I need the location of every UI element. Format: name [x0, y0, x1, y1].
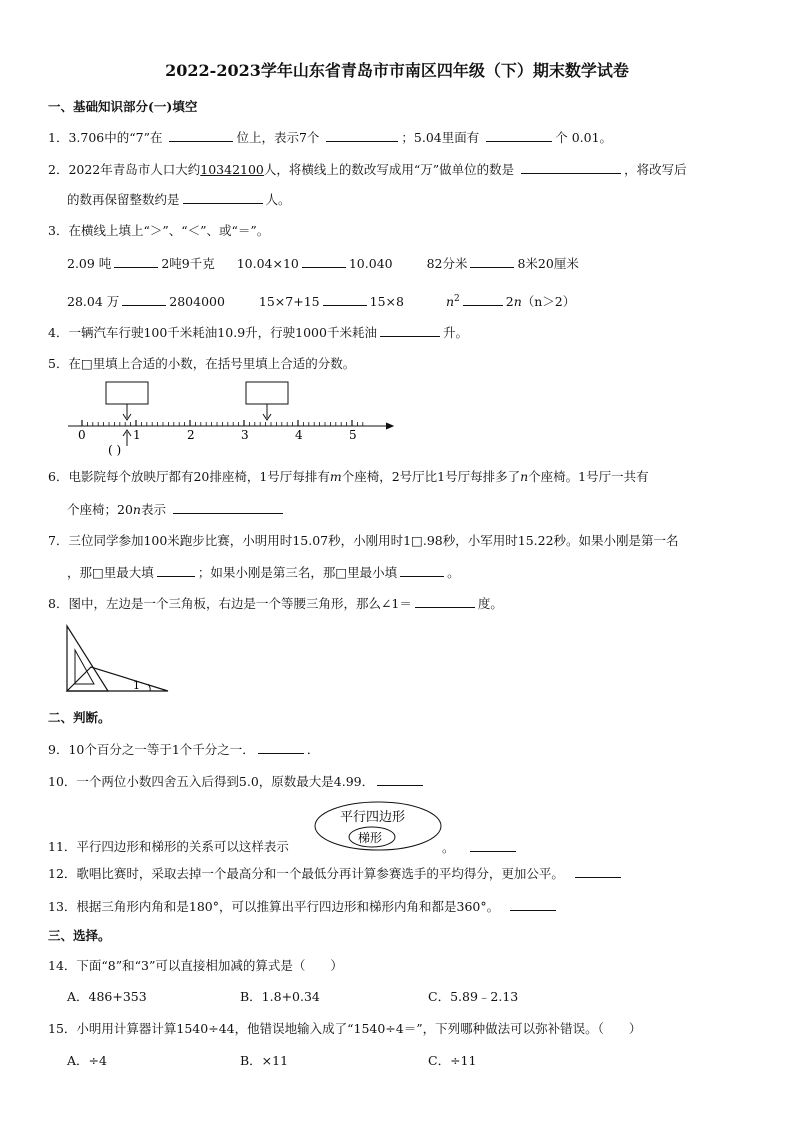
- question-5: [48, 355, 355, 373]
- page-title: 2022-2023学年山东省青岛市市南区四年级（下）期末数学试卷: [165, 61, 629, 80]
- q6-text-a: 电影院每个放映厅都有20排座椅，1号厅每排有: [68, 469, 330, 484]
- q7-text-d: 。: [447, 565, 460, 580]
- q15-text: 小明用计算器计算1540÷44，他错误地输入成了“1540÷4＝”，下列哪种做法可以弥补错误。（ ）: [76, 1021, 642, 1036]
- question-8: [48, 594, 503, 613]
- q9-end: ．: [306, 742, 320, 757]
- q12-blank[interactable]: [575, 864, 621, 878]
- q4-blank[interactable]: [380, 323, 440, 337]
- q6-blank[interactable]: [173, 500, 283, 514]
- q12-number: 12．: [48, 866, 77, 881]
- section-1-heading: 一、基础知识部分(一)填空: [48, 99, 198, 114]
- q3-condition: （n＞2）: [521, 294, 576, 310]
- q2-number: 2．: [48, 162, 69, 177]
- q8-blank[interactable]: [415, 594, 475, 608]
- q14-number: 14．: [48, 958, 77, 973]
- number-line-figure: [60, 378, 400, 456]
- q14-option-c[interactable]: C．5.89﹣2.13: [428, 989, 519, 1004]
- q6-var-m: m: [329, 469, 342, 484]
- question-7-line-1: [48, 532, 679, 550]
- question-13: [48, 897, 559, 916]
- question-14: [48, 957, 343, 975]
- tick-label-4: 4: [295, 428, 303, 442]
- q3-row-1: [67, 254, 579, 273]
- q7-text-b: ，那□里最大填: [67, 565, 154, 580]
- q3-power-base: n: [445, 294, 454, 310]
- q3-item-1-right: 2吨9千克: [161, 256, 215, 271]
- isosceles-triangle: [67, 667, 168, 691]
- q6-number: 6．: [48, 469, 69, 484]
- q15-option-c[interactable]: C．÷11: [428, 1053, 477, 1068]
- q5-number: 5．: [48, 356, 69, 371]
- q4-text-b: 升。: [442, 325, 468, 340]
- q3-item-3-left: 82分米: [426, 256, 468, 271]
- q3-blank-5[interactable]: [323, 292, 367, 306]
- question-3: [48, 222, 269, 240]
- q9-blank[interactable]: [258, 740, 304, 754]
- q3-rhs-variable: n: [513, 294, 522, 310]
- q4-text-a: 一辆汽车行驶100千米耗油10.9升，行驶1000千米耗油: [68, 325, 377, 340]
- set-square-outer: [67, 626, 108, 691]
- q3-item-1-left: 2.09 吨: [67, 256, 112, 271]
- q11-end: 。: [442, 840, 455, 855]
- question-2-line-2: [67, 190, 291, 209]
- tick-label-2: 2: [187, 428, 195, 442]
- question-2-line-1: [48, 160, 687, 179]
- q3-power-exponent: 2: [454, 294, 460, 304]
- tick-label-1: 1: [133, 428, 141, 442]
- q1-text-b: 位上，表示7个: [236, 130, 320, 145]
- fraction-parentheses[interactable]: ( ): [108, 443, 122, 456]
- q13-text: 根据三角形内角和是180°，可以推算出平行四边形和梯形内角和都是360°。: [76, 899, 500, 914]
- q3-text: 在横线上填上“＞”、“＜”、或“＝”。: [68, 223, 270, 238]
- q7-text-a: 三位同学参加100米跑步比赛，小明用时15.07秒，小刚用时1□.98秒，小军用时15.22秒。如果小刚是第一名: [68, 533, 679, 548]
- question-12: [48, 864, 624, 883]
- q8-text-b: 度。: [477, 596, 503, 611]
- q2-underlined-number: 10342100: [200, 162, 264, 177]
- q1-blank-3[interactable]: [486, 128, 552, 142]
- q14-option-b[interactable]: B．1.8+0.34: [240, 989, 320, 1004]
- q3-rhs-coefficient: 2: [505, 294, 514, 310]
- q3-blank-1[interactable]: [114, 254, 158, 268]
- q2-text-c: ，将改写后: [624, 162, 687, 177]
- q9-text: 10个百分之一等于1个千分之一．: [68, 742, 255, 757]
- q9-number: 9．: [48, 742, 69, 757]
- q14-option-a[interactable]: A．486+353: [67, 989, 147, 1004]
- decimal-box-2[interactable]: [246, 382, 288, 404]
- q2-text-d: 的数再保留整数约是: [67, 192, 180, 207]
- q3-blank-3[interactable]: [470, 254, 514, 268]
- q3-row-2: [67, 290, 575, 311]
- q13-blank[interactable]: [510, 897, 556, 911]
- q15-option-b[interactable]: B．×11: [240, 1053, 289, 1068]
- q6-text-b: 个座椅，2号厅比1号厅每排多了: [341, 469, 521, 484]
- q3-blank-6[interactable]: [463, 292, 503, 306]
- q1-blank-2[interactable]: [326, 128, 398, 142]
- q3-blank-2[interactable]: [302, 254, 346, 268]
- q3-item-2-right: 10.040: [348, 256, 393, 271]
- q13-number: 13．: [48, 899, 77, 914]
- q7-text-c: ；如果小刚是第三名，那□里最小填: [197, 565, 398, 580]
- question-6-line-1: [48, 468, 649, 486]
- q3-item-5-right: 15×8: [369, 294, 404, 310]
- set-relation-diagram: [312, 800, 446, 854]
- tick-label-0: 0: [78, 428, 86, 442]
- q2-blank-2[interactable]: [183, 190, 263, 204]
- q6-var-n: n: [520, 469, 529, 484]
- q12-text: 歌唱比赛时，采取去掉一个最高分和一个最低分再计算参赛选手的平均得分，更加公平。: [76, 866, 564, 881]
- trapezoid-label: 梯形: [358, 831, 383, 845]
- q11-blank[interactable]: [470, 838, 516, 852]
- q4-number: 4．: [48, 325, 69, 340]
- question-15: [48, 1020, 641, 1038]
- q2-blank-1[interactable]: [521, 160, 621, 174]
- q15-number: 15．: [48, 1021, 77, 1036]
- question-10: [48, 772, 426, 791]
- q6-text-d: 个座椅；20: [67, 502, 133, 517]
- q7-number: 7．: [48, 533, 69, 548]
- triangle-figure: [60, 622, 174, 696]
- q1-number: 1．: [48, 130, 69, 145]
- q14-text: 下面“8”和“3”可以直接相加减的算式是（ ）: [76, 958, 343, 973]
- q15-option-a[interactable]: A．÷4: [67, 1053, 107, 1068]
- q6-text-c: 个座椅。1号厅一共有: [528, 469, 649, 484]
- question-4: [48, 323, 468, 342]
- q7-blank-1[interactable]: [157, 563, 195, 577]
- q1-text-a: 3.706中的“7”在: [68, 130, 163, 145]
- q6-text-e: 表示: [140, 502, 166, 517]
- decimal-box-1[interactable]: [106, 382, 148, 404]
- q10-number: 10．: [48, 774, 77, 789]
- q3-item-2-left: 10.04×10: [236, 256, 299, 271]
- q3-item-4-right: 2804000: [169, 294, 225, 310]
- q5-text: 在□里填上合适的小数，在括号里填上合适的分数。: [68, 356, 356, 371]
- q2-text-a: 2022年青岛市人口大约: [68, 162, 201, 177]
- q2-text-b: 人，将横线上的数改写成用“万”做单位的数是: [263, 162, 515, 177]
- q8-text-a: 图中，左边是一个三角板，右边是一个等腰三角形，那么∠1＝: [68, 596, 412, 611]
- q3-blank-4[interactable]: [122, 292, 166, 306]
- section-3-heading: 三、选择。: [48, 928, 111, 943]
- number-line-arrow: [386, 423, 393, 429]
- number-line-ticks: [82, 420, 363, 426]
- tick-label-5: 5: [349, 428, 357, 442]
- angle-1-label: 1: [133, 679, 140, 692]
- q1-text-c: ；5.04里面有: [401, 130, 480, 145]
- q2-text-e: 人。: [265, 192, 291, 207]
- q10-blank[interactable]: [377, 772, 423, 786]
- question-11: [48, 838, 289, 856]
- question-6-line-2: [67, 500, 286, 519]
- q6-var-n-2: n: [132, 502, 141, 517]
- section-2-heading: 二、判断。: [48, 710, 111, 725]
- q11-text: 平行四边形和梯形的关系可以这样表示: [76, 839, 289, 854]
- q1-text-d: 个 0.01。: [555, 130, 613, 145]
- q11-number: 11．: [48, 839, 77, 854]
- question-9: [48, 740, 319, 759]
- q3-item-4-left: 28.04 万: [67, 294, 120, 310]
- q3-item-3-right: 8米20厘米: [517, 256, 579, 271]
- q1-blank-1[interactable]: [169, 128, 233, 142]
- q8-number: 8．: [48, 596, 69, 611]
- q3-item-5-left: 15×7+15: [258, 294, 320, 310]
- q10-text: 一个两位小数四舍五入后得到5.0，原数最大是4.99．: [76, 774, 375, 789]
- q7-blank-2[interactable]: [400, 563, 444, 577]
- q3-number: 3．: [48, 223, 69, 238]
- parallelogram-label: 平行四边形: [340, 810, 406, 825]
- question-7-line-2: [67, 563, 460, 582]
- q11-answer: [442, 838, 519, 857]
- tick-label-3: 3: [241, 428, 249, 442]
- question-1: [48, 128, 612, 147]
